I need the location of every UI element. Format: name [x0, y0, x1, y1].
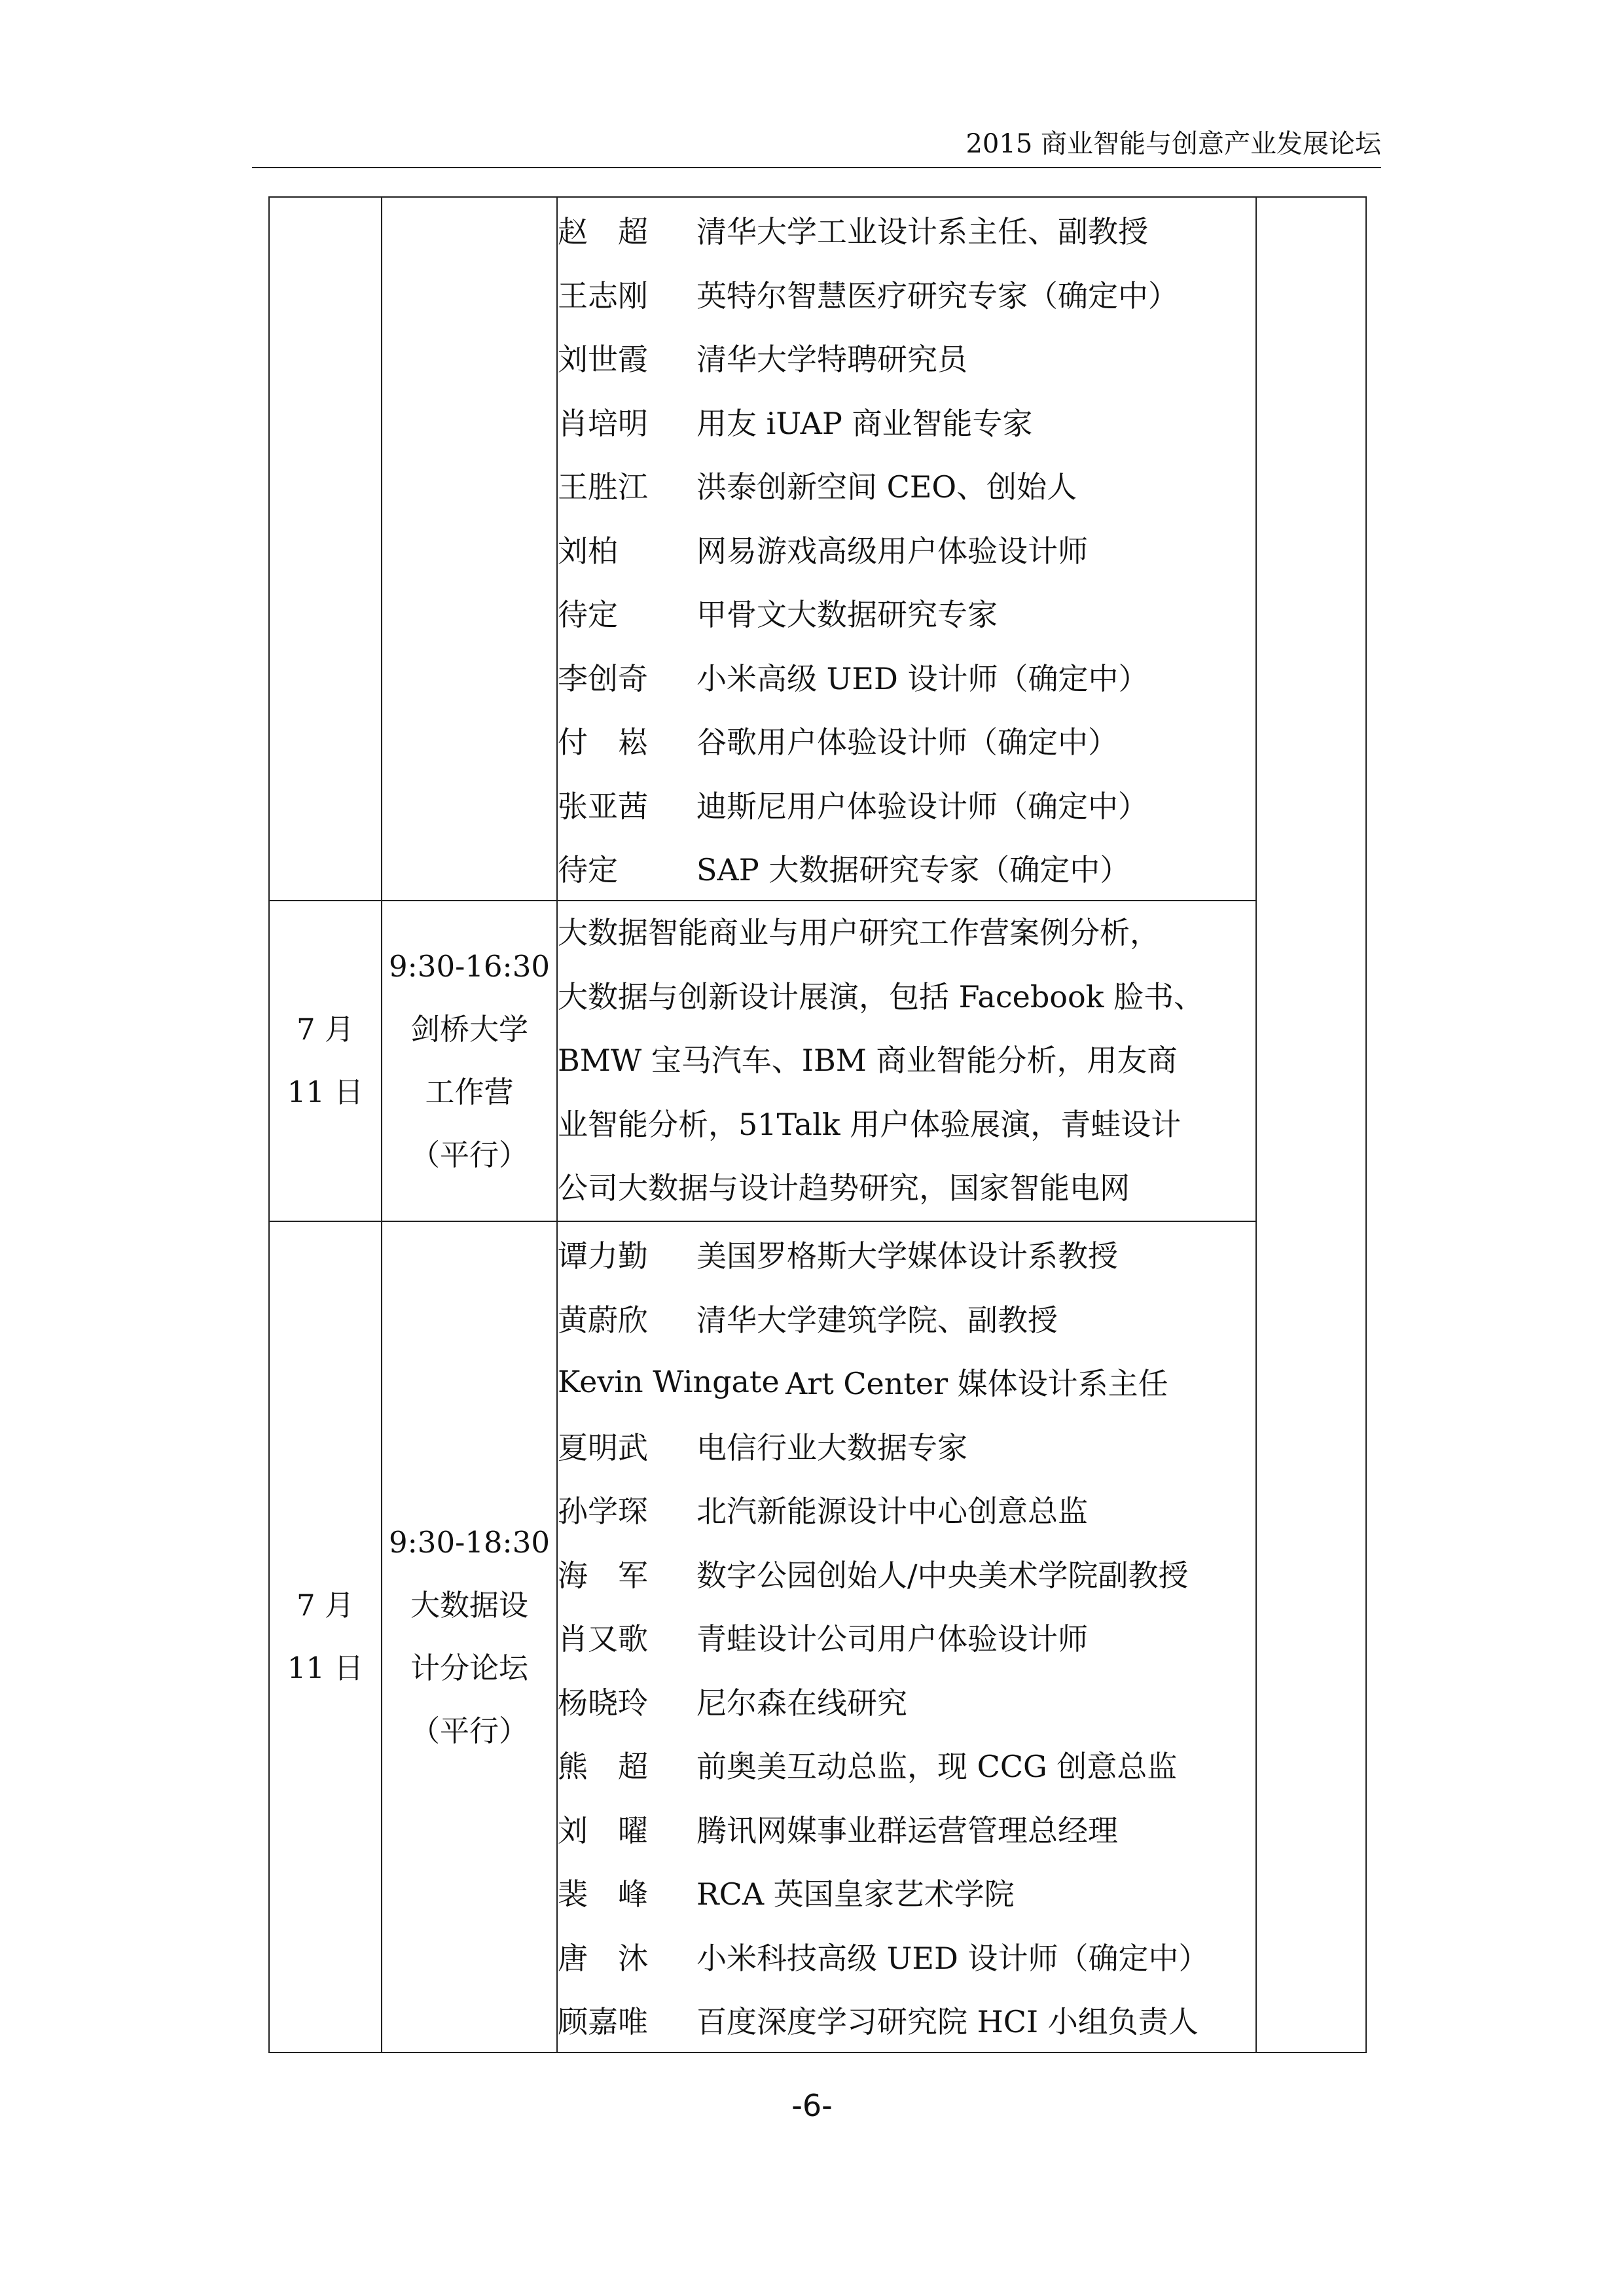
page-number: -6- — [791, 2088, 833, 2123]
time-venue-cell — [382, 901, 557, 1221]
time-cell-empty — [382, 197, 557, 901]
date-month: 7 月 — [297, 1588, 354, 1623]
date-day: 11 日 — [287, 1651, 364, 1685]
date-cell — [269, 1221, 382, 2053]
speaker-name: 谭力勤 — [558, 1238, 648, 1274]
speaker-name: 张亚茜 — [558, 788, 648, 824]
speaker-name: 顾嘉唯 — [558, 2004, 648, 2039]
speaker-title: 清华大学工业设计系主任、副教授 — [696, 214, 1148, 249]
speaker-name: 熊 超 — [558, 1749, 648, 1784]
session-parallel: （平行） — [410, 1713, 528, 1748]
speaker-title: 迪斯尼用户体验设计师（确定中） — [696, 788, 1148, 824]
speaker-title: 电信行业大数据专家 — [696, 1429, 967, 1465]
speaker-name: 裴 峰 — [558, 1876, 648, 1912]
speaker-row — [558, 1860, 1255, 1924]
speaker-name: 李创奇 — [558, 660, 648, 696]
speaker-title: 谷歌用户体验设计师（确定中） — [696, 725, 1118, 760]
session-parallel: （平行） — [410, 1138, 528, 1172]
session-venue-line1: 剑桥大学 — [410, 1012, 528, 1047]
session-venue-line2: 工作营 — [425, 1075, 514, 1109]
session-time: 9:30-18:30 — [389, 1525, 550, 1560]
speaker-name: 刘世霞 — [558, 342, 648, 377]
session-time: 9:30-16:30 — [389, 949, 550, 984]
speaker-row — [558, 1286, 1255, 1350]
speaker-row — [558, 1924, 1255, 1988]
speaker-title: Art Center 媒体设计系主任 — [785, 1366, 1168, 1401]
speaker-title: 网易游戏高级用户体验设计师 — [696, 533, 1088, 569]
speaker-title: 青蛙设计公司用户体验设计师 — [696, 1621, 1088, 1657]
session-venue-line1: 大数据设 — [410, 1588, 528, 1623]
speaker-row — [558, 198, 1255, 262]
speaker-title: RCA 英国皇家艺术学院 — [696, 1876, 1015, 1912]
speaker-name: 王志刚 — [558, 278, 648, 314]
speaker-title: 小米科技高级 UED 设计师（确定中） — [696, 1940, 1209, 1976]
description-line: 大数据与创新设计展演，包括 Facebook 脸书、 — [558, 978, 1204, 1014]
speaker-row — [558, 1350, 1255, 1414]
schedule-table — [268, 196, 1367, 2053]
speaker-name: 待定 — [558, 852, 618, 888]
speaker-row — [558, 645, 1255, 709]
description-line: 业智能分析，51Talk 用户体验展演，青蛙设计 — [558, 1106, 1182, 1142]
speaker-row — [558, 453, 1255, 517]
speaker-title: 清华大学特聘研究员 — [696, 342, 967, 377]
speaker-name: 唐 沐 — [558, 1940, 648, 1976]
speaker-row — [558, 836, 1255, 900]
speaker-name: 刘 曜 — [558, 1812, 648, 1848]
speaker-row — [558, 517, 1255, 581]
speaker-title: 英特尔智慧医疗研究专家（确定中） — [696, 278, 1178, 314]
speaker-name: 赵 超 — [558, 214, 648, 249]
speaker-row — [558, 581, 1255, 645]
speaker-title: 数字公园创始人/中央美术学院副教授 — [696, 1557, 1189, 1593]
speaker-row — [558, 1669, 1255, 1733]
speaker-name: 孙学琛 — [558, 1494, 648, 1529]
time-venue-cell — [382, 1221, 557, 2053]
speaker-title: 百度深度学习研究院 HCI 小组负责人 — [696, 2004, 1199, 2039]
schedule-row-speakers-1 — [269, 197, 1366, 901]
speaker-row — [558, 772, 1255, 836]
description-line: BMW 宝马汽车、IBM 商业智能分析，用友商 — [558, 1043, 1178, 1079]
schedule-row-workshop — [269, 901, 1366, 1221]
speaker-title: 尼尔森在线研究 — [696, 1685, 907, 1721]
description-line: 公司大数据与设计趋势研究，国家智能电网 — [558, 1170, 1130, 1206]
speaker-name: 海 军 — [558, 1557, 648, 1593]
speaker-name: Kevin Wingate — [558, 1364, 780, 1399]
speaker-title: SAP 大数据研究专家（确定中） — [696, 852, 1130, 888]
speaker-row — [558, 1222, 1255, 1286]
speaker-title: 小米高级 UED 设计师（确定中） — [696, 660, 1149, 696]
speaker-name: 刘柏 — [558, 533, 618, 569]
header-title: 2015 商业智能与创意产业发展论坛 — [965, 129, 1381, 159]
date-cell — [269, 901, 382, 1221]
speaker-name: 待定 — [558, 597, 618, 632]
speaker-name: 肖培明 — [558, 405, 648, 441]
speaker-name: 黄蔚欣 — [558, 1302, 648, 1338]
speaker-row — [558, 1732, 1255, 1797]
speaker-row — [558, 1541, 1255, 1605]
date-cell-empty — [269, 197, 382, 901]
speaker-row — [558, 1414, 1255, 1478]
speaker-row — [558, 325, 1255, 389]
page-header — [252, 128, 1381, 168]
speaker-list — [557, 197, 1256, 901]
speaker-name: 付 崧 — [558, 725, 648, 760]
speaker-title: 美国罗格斯大学媒体设计系教授 — [696, 1238, 1118, 1274]
session-description — [557, 901, 1256, 1221]
speaker-name: 杨晓玲 — [558, 1685, 648, 1721]
notes-cell — [1256, 197, 1366, 2053]
date-day: 11 日 — [287, 1075, 364, 1109]
description-line: 大数据智能商业与用户研究工作营案例分析， — [558, 915, 1160, 951]
schedule-row-forum — [269, 1221, 1366, 2053]
speaker-row — [558, 708, 1255, 772]
date-month: 7 月 — [297, 1012, 354, 1047]
speaker-name: 夏明武 — [558, 1429, 648, 1465]
speaker-row — [558, 1988, 1255, 2052]
speaker-name: 王胜江 — [558, 469, 648, 505]
session-venue-line2: 计分论坛 — [410, 1651, 528, 1685]
speaker-title: 洪泰创新空间 CEO、创始人 — [696, 469, 1077, 505]
speaker-title: 前奥美互动总监，现 CCG 创意总监 — [696, 1749, 1178, 1784]
speaker-name: 肖又歌 — [558, 1621, 648, 1657]
header-rule — [252, 167, 1381, 168]
speaker-row — [558, 1797, 1255, 1861]
speaker-title: 腾讯网媒事业群运营管理总经理 — [696, 1812, 1118, 1848]
speaker-list — [557, 1221, 1256, 2053]
speaker-title: 甲骨文大数据研究专家 — [696, 597, 998, 632]
speaker-title: 北汽新能源设计中心创意总监 — [696, 1494, 1088, 1529]
speaker-row — [558, 389, 1255, 454]
speaker-title: 用友 iUAP 商业智能专家 — [696, 405, 1033, 441]
speaker-title: 清华大学建筑学院、副教授 — [696, 1302, 1058, 1338]
speaker-row — [558, 1605, 1255, 1669]
speaker-row — [558, 1477, 1255, 1541]
speaker-row — [558, 262, 1255, 326]
